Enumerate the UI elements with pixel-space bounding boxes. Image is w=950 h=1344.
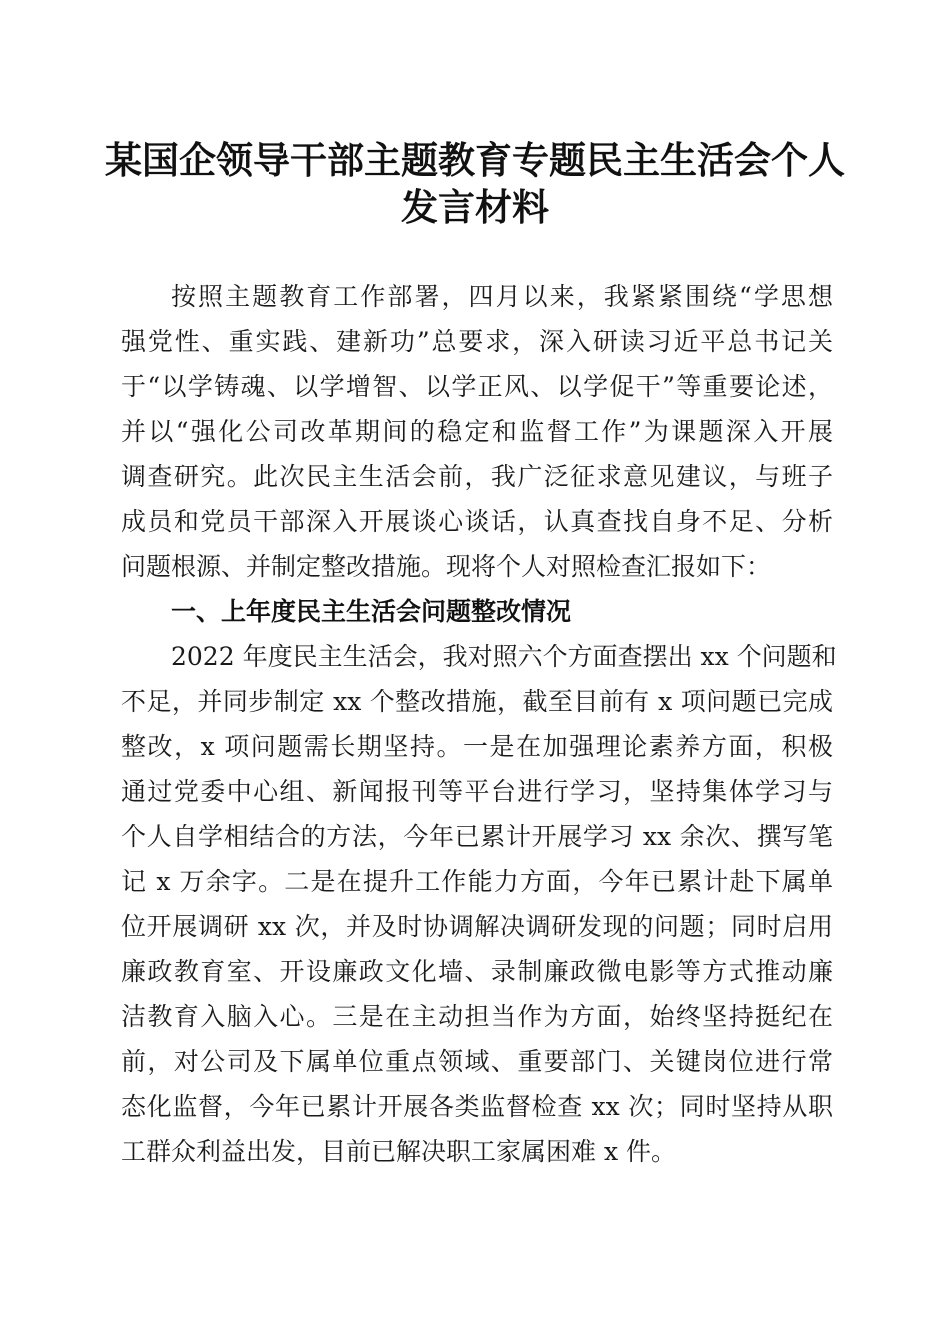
section-heading: 一、上年度民主生活会问题整改情况 (171, 597, 572, 626)
paragraph-2-line: 记 x 万余字。二是在提升工作能力方面，今年已累计赴下属单 (121, 867, 833, 896)
paragraph-2-line: 不足，并同步制定 xx 个整改措施，截至目前有 x 项问题已完成 (121, 687, 833, 716)
document-title-line-2: 发言材料 (401, 185, 549, 229)
paragraph-2-line: 位开展调研 xx 次，并及时协调解决调研发现的问题；同时启用 (121, 912, 833, 941)
paragraph-1-line: 于“以学铸魂、以学增智、以学正风、以学促干”等重要论述， (121, 372, 833, 401)
document-title-line-1: 某国企领导干部主题教育专题民主生活会个人 (105, 138, 845, 182)
paragraph-1-line: 按照主题教育工作部署，四月以来，我紧紧围绕“学思想 (171, 282, 833, 311)
paragraph-1-line: 调查研究。此次民主生活会前，我广泛征求意见建议，与班子 (121, 462, 833, 491)
paragraph-2-line: 廉政教育室、开设廉政文化墙、录制廉政微电影等方式推动廉 (121, 957, 833, 986)
paragraph-2-line: 整改，x 项问题需长期坚持。一是在加强理论素养方面，积极 (121, 732, 833, 761)
paragraph-1-line: 成员和党员干部深入开展谈心谈话，认真查找自身不足、分析 (121, 507, 833, 536)
paragraph-2-line: 前，对公司及下属单位重点领域、重要部门、关键岗位进行常 (121, 1047, 833, 1076)
paragraph-1-line: 并以“强化公司改革期间的稳定和监督工作”为课题深入开展 (121, 417, 833, 446)
paragraph-1-line: 问题根源、并制定整改措施。现将个人对照检查汇报如下： (121, 552, 772, 581)
paragraph-1-line: 强党性、重实践、建新功”总要求，深入研读习近平总书记关 (121, 327, 833, 356)
paragraph-2-line: 个人自学相结合的方法，今年已累计开展学习 xx 余次、撰写笔 (121, 822, 833, 851)
paragraph-2-line: 工群众利益出发，目前已解决职工家属困难 x 件。 (121, 1137, 676, 1166)
paragraph-2-line: 2022 年度民主生活会，我对照六个方面查摆出 xx 个问题和 (171, 642, 837, 671)
paragraph-2-line: 通过党委中心组、新闻报刊等平台进行学习，坚持集体学习与 (121, 777, 833, 806)
paragraph-2-line: 态化监督，今年已累计开展各类监督检查 xx 次；同时坚持从职 (121, 1092, 833, 1121)
paragraph-2-line: 洁教育入脑入心。三是在主动担当作为方面，始终坚持挺纪在 (121, 1002, 833, 1031)
